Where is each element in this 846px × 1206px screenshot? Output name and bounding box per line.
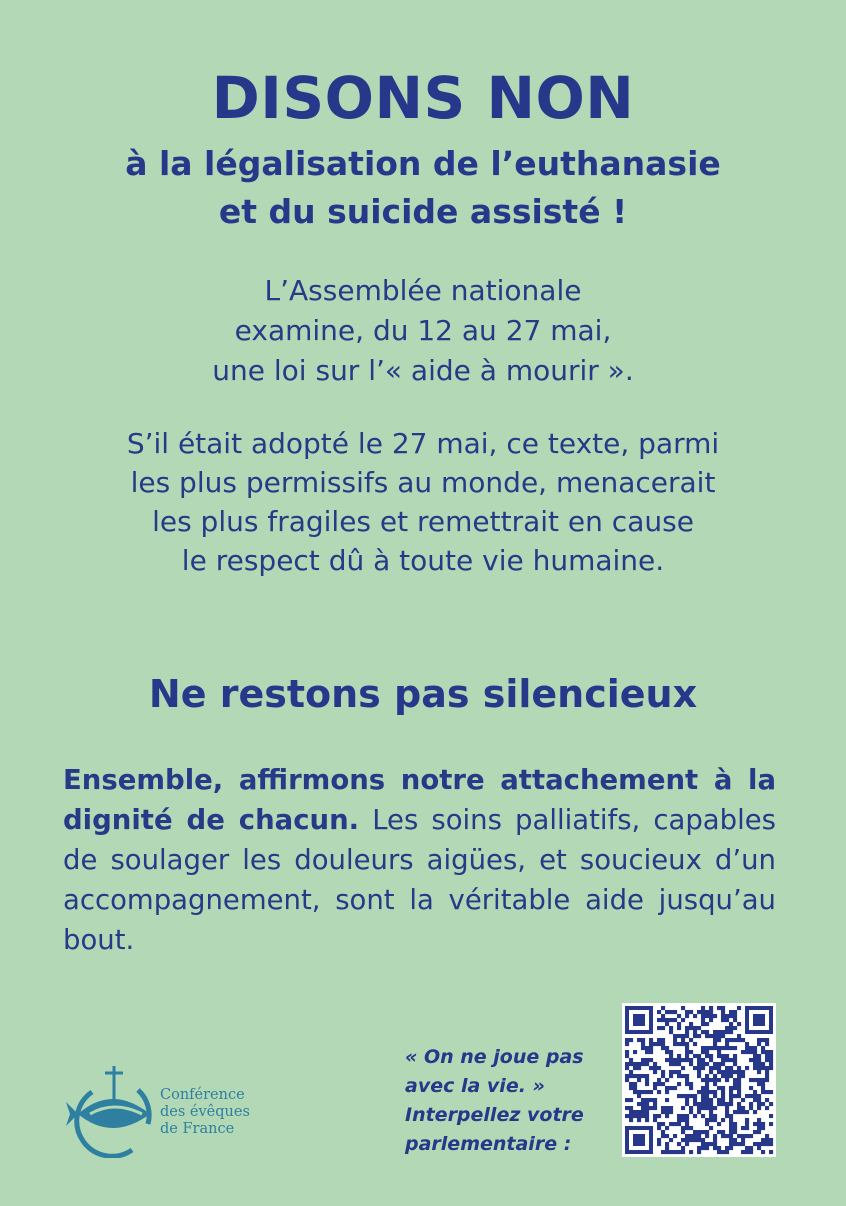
subtitle-line: à la légalisation de l’euthanasie (125, 144, 721, 183)
qr-code-icon[interactable] (622, 1003, 776, 1157)
body-text: Les soins palliatifs, capables de soulager les douleurs aigües, et soucieux d’un accompagnement, sont la véritable aide jusqu’au bout. (63, 804, 776, 956)
intro-line: une loi sur l’« aide à mourir ». (212, 354, 634, 387)
section-heading: Ne restons pas silencieux (148, 672, 698, 716)
warning-line: les plus permissifs au monde, menacerait (130, 466, 716, 499)
intro-paragraph (0, 271, 846, 391)
body-bold-text: Ensemble, affirmons notre attachement à la dignité de chacun. (63, 764, 776, 836)
warning-line: le respect dû à toute vie humaine. (181, 544, 665, 577)
warning-paragraph (0, 424, 846, 580)
org-line: des évêques (160, 1104, 250, 1120)
body-paragraph (63, 760, 776, 960)
quote-line: avec la vie. » (405, 1075, 545, 1097)
warning-line: S’il était adopté le 27 mai, ce texte, parmi (126, 427, 720, 460)
cef-logo-icon (62, 1062, 158, 1158)
organization-name (160, 1087, 250, 1138)
org-line: Conférence (160, 1087, 245, 1103)
org-line: de France (160, 1121, 235, 1137)
quote-callout (405, 1043, 610, 1159)
quote-line: « On ne joue pas (405, 1046, 584, 1068)
subtitle-line: et du suicide assisté ! (218, 192, 628, 231)
main-title: DISONS NON (211, 64, 635, 132)
intro-line: examine, du 12 au 27 mai, (234, 314, 612, 347)
warning-line: les plus fragiles et remettrait en cause (152, 505, 694, 538)
quote-line: parlementaire : (405, 1133, 572, 1155)
subtitle (0, 140, 846, 236)
quote-line: Interpellez votre (405, 1104, 584, 1126)
intro-line: L’Assemblée nationale (264, 274, 582, 307)
